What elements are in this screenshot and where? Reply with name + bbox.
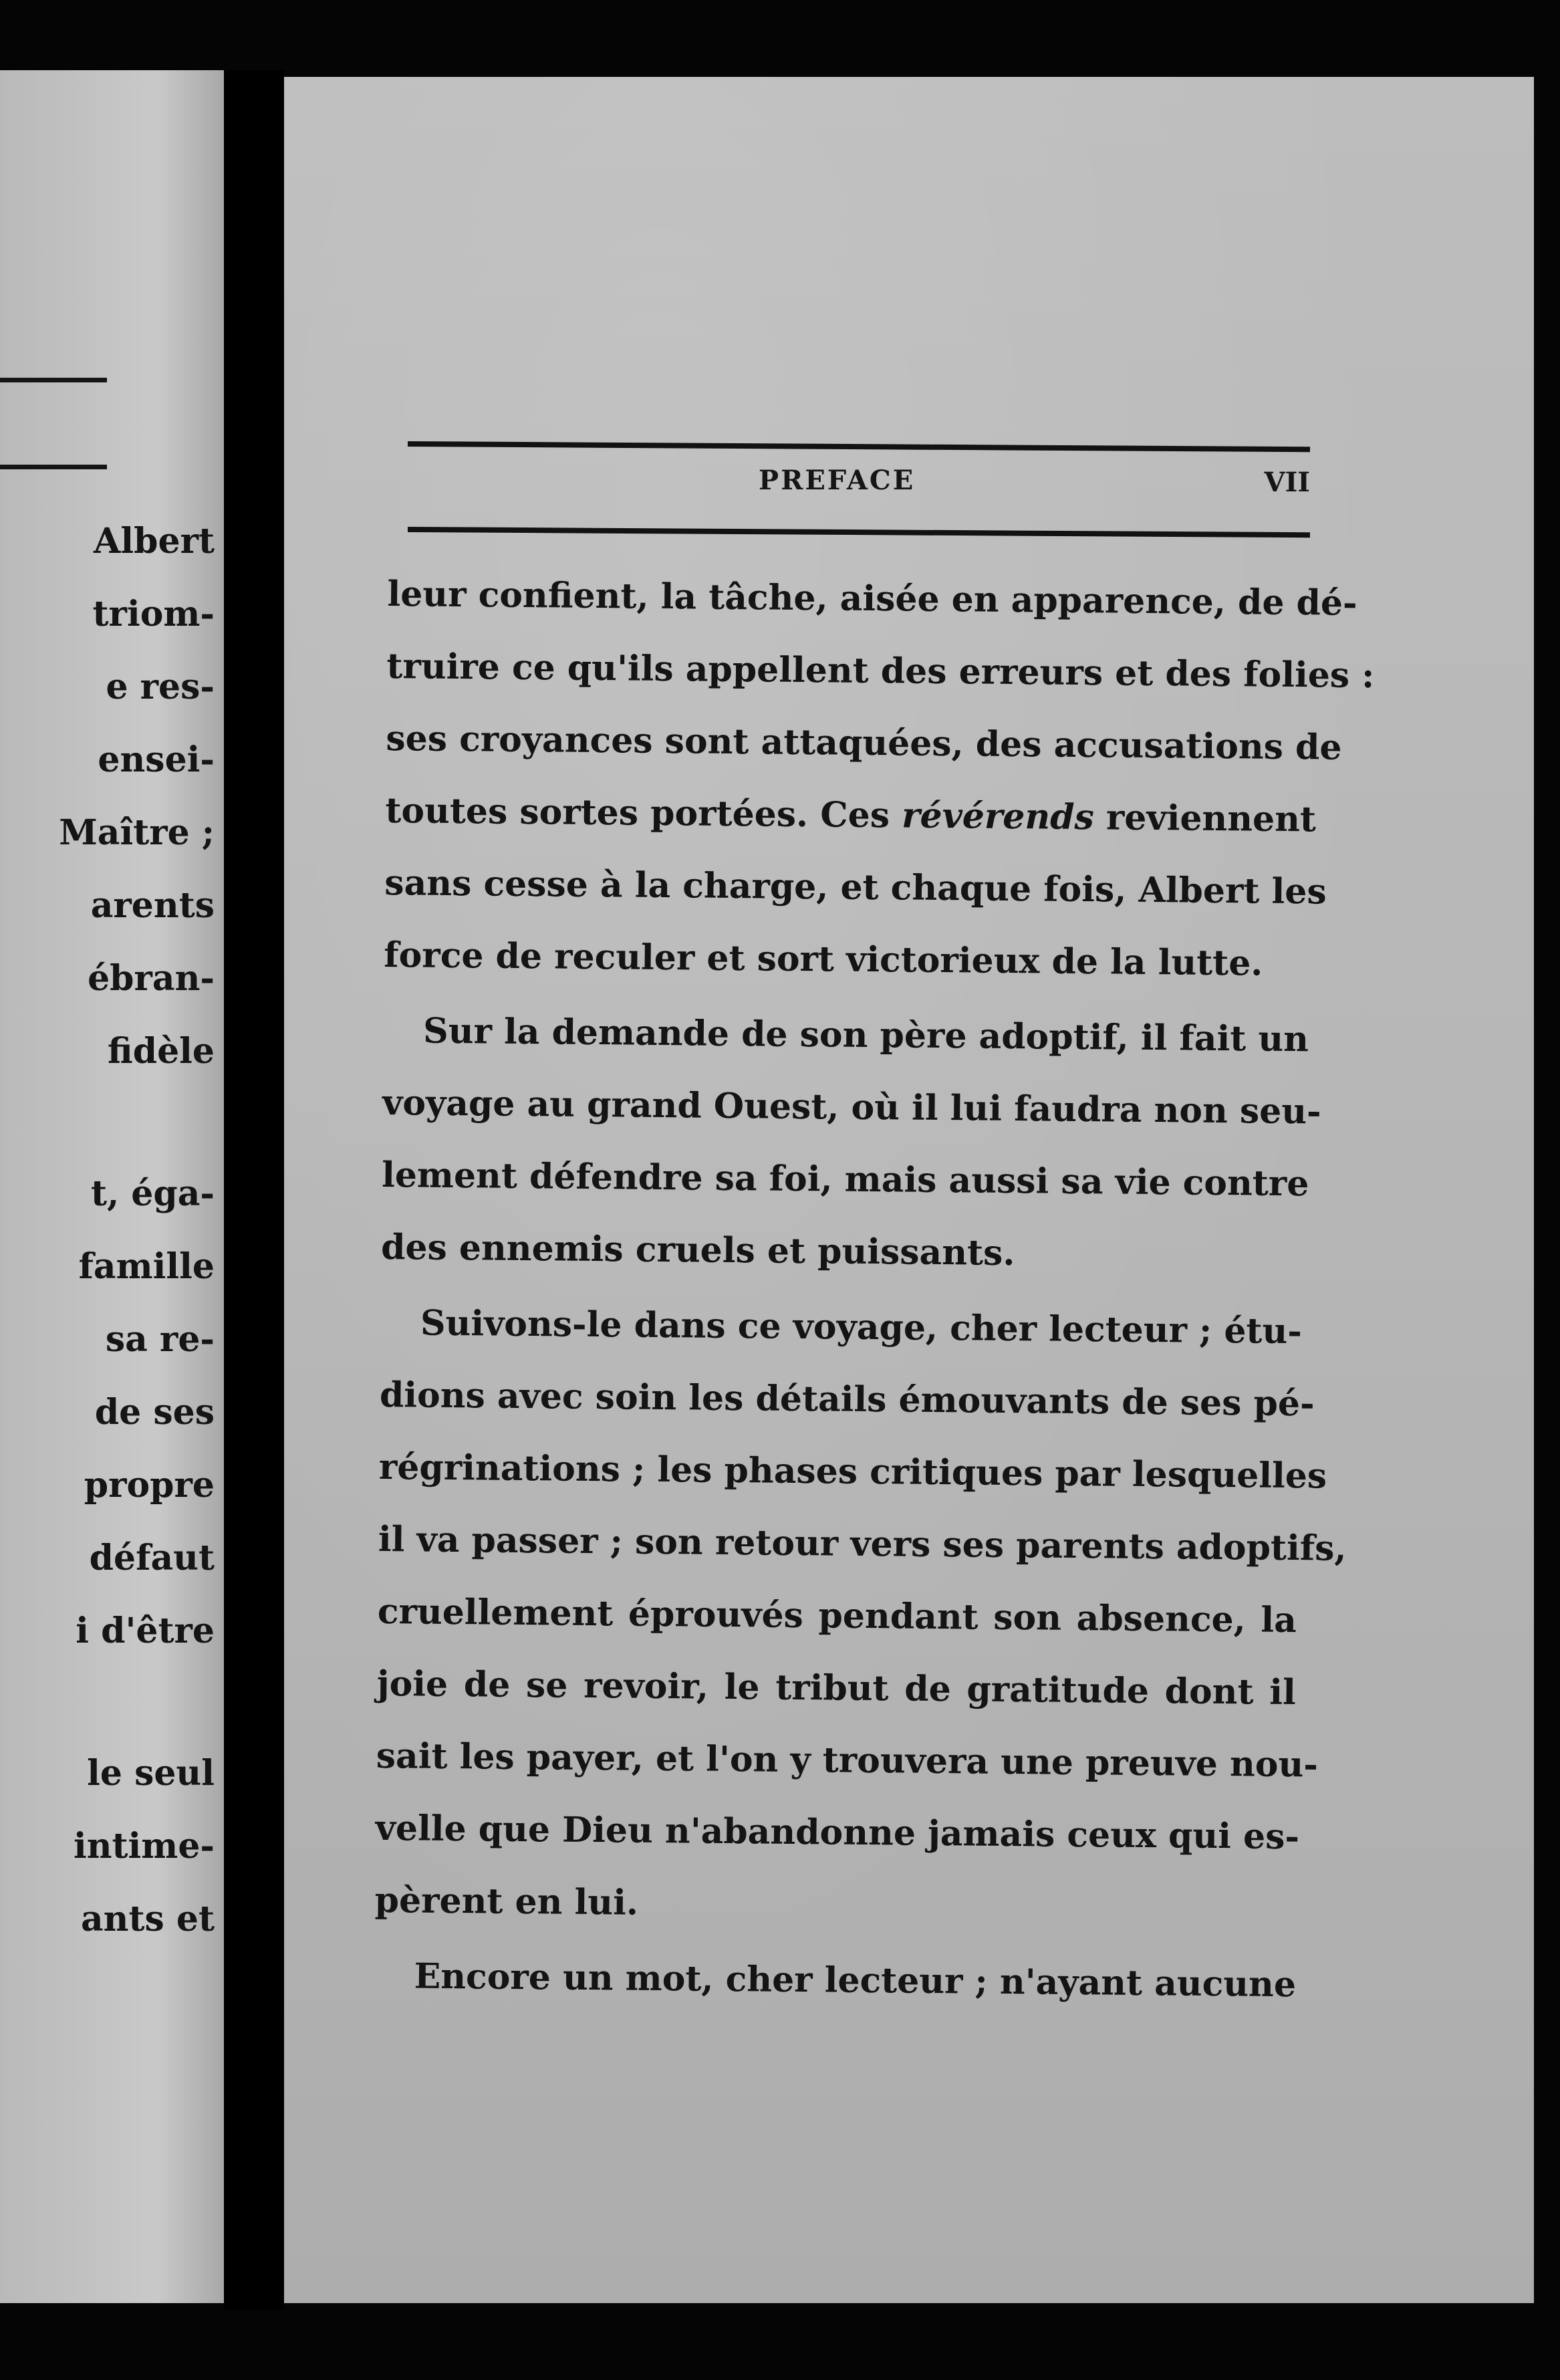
- running-title: PREFACE: [759, 465, 916, 496]
- left-line-gap: [59, 1088, 215, 1157]
- paragraph-1: [384, 558, 1375, 1000]
- left-line: Maître ;: [59, 812, 215, 853]
- text-line: Suivons-le dans ce voyage, cher lecteur ; étu-: [420, 1302, 1303, 1352]
- left-header-rule-top: [0, 378, 107, 382]
- book-page: [284, 77, 1534, 2303]
- left-page-fragment: [0, 70, 224, 2303]
- left-line: e res-: [106, 667, 215, 707]
- text-line: leur confient, la tâche, aisée en apparence, de dé-: [387, 573, 1357, 624]
- header-rule-top: [408, 441, 1310, 452]
- left-line: arents: [90, 885, 215, 926]
- left-line: i d'être: [76, 1611, 215, 1651]
- left-header-rule-bottom: [0, 465, 107, 469]
- page-header: [408, 354, 1310, 548]
- book-gutter: [224, 70, 284, 2310]
- page-number: VII: [1264, 467, 1310, 498]
- left-line: ensei-: [98, 739, 215, 780]
- text-line: [385, 775, 1317, 856]
- text-line: régrinations ; les phases critiques par lesquelles: [378, 1446, 1327, 1497]
- text-line: Sur la demande de son père adoptif, il fait un: [422, 1010, 1309, 1060]
- text-segment: reviennent: [1093, 797, 1317, 840]
- text-line: sans cesse à la charge, et chaque fois, Albert les: [384, 862, 1327, 913]
- paragraph-2: [380, 995, 1321, 1292]
- text-line: truire ce qu'ils appellent des erreurs et des folies :: [386, 645, 1375, 697]
- text-line: ses croyances sont attaquées, des accusations de: [386, 717, 1342, 768]
- text-line: Encore un mot, cher lecteur ; n'ayant aucune: [414, 1955, 1297, 2006]
- text-line: joie de se revoir, le tribut de gratitude dont il: [376, 1663, 1297, 1713]
- left-page-text: [59, 505, 215, 1955]
- text-line: force de reculer et sort victorieux de la lutte.: [384, 934, 1263, 984]
- left-line-gap: [59, 1667, 215, 1737]
- left-line: fidèle: [107, 1031, 215, 1072]
- text-line: dions avec soin les détails émouvants de ses pé-: [379, 1374, 1315, 1425]
- header-rule-bottom: [408, 527, 1310, 538]
- text-line: il va passer ; son retour vers ses parents adoptifs,: [378, 1518, 1347, 1569]
- text-line: velle que Dieu n'abandonne jamais ceux qui es-: [375, 1807, 1300, 1858]
- left-line: ébran-: [88, 958, 215, 999]
- left-line: sa re-: [105, 1319, 215, 1360]
- paragraph-4: [374, 1940, 1297, 2021]
- text-segment: toutes sortes portées. Ces: [385, 790, 902, 836]
- text-line: cruellement éprouvés pendant son absence, la: [377, 1590, 1297, 1641]
- page-body: [374, 558, 1375, 2024]
- left-line: le seul: [87, 1753, 215, 1794]
- text-line: lement défendre sa foi, mais aussi sa vie contre: [381, 1154, 1309, 1205]
- paragraph-3: [374, 1287, 1347, 1945]
- left-line: de ses: [94, 1392, 215, 1433]
- left-line: ants et: [80, 1899, 215, 1939]
- left-line: triom-: [92, 594, 215, 634]
- text-line: des ennemis cruels et puissants.: [380, 1226, 1015, 1274]
- left-line: intime-: [73, 1826, 215, 1867]
- left-line: propre: [84, 1465, 215, 1506]
- left-line: défaut: [89, 1538, 215, 1578]
- text-line: voyage au grand Ouest, où il lui faudra non seu-: [382, 1082, 1321, 1133]
- left-line: Albert: [94, 521, 215, 562]
- text-line: pèrent en lui.: [374, 1879, 639, 1923]
- italic-word: révérends: [901, 795, 1095, 838]
- left-line: t, éga-: [91, 1173, 215, 1214]
- text-line: sait les payer, et l'on y trouvera une preuve nou-: [376, 1735, 1319, 1786]
- left-line: famille: [78, 1246, 215, 1287]
